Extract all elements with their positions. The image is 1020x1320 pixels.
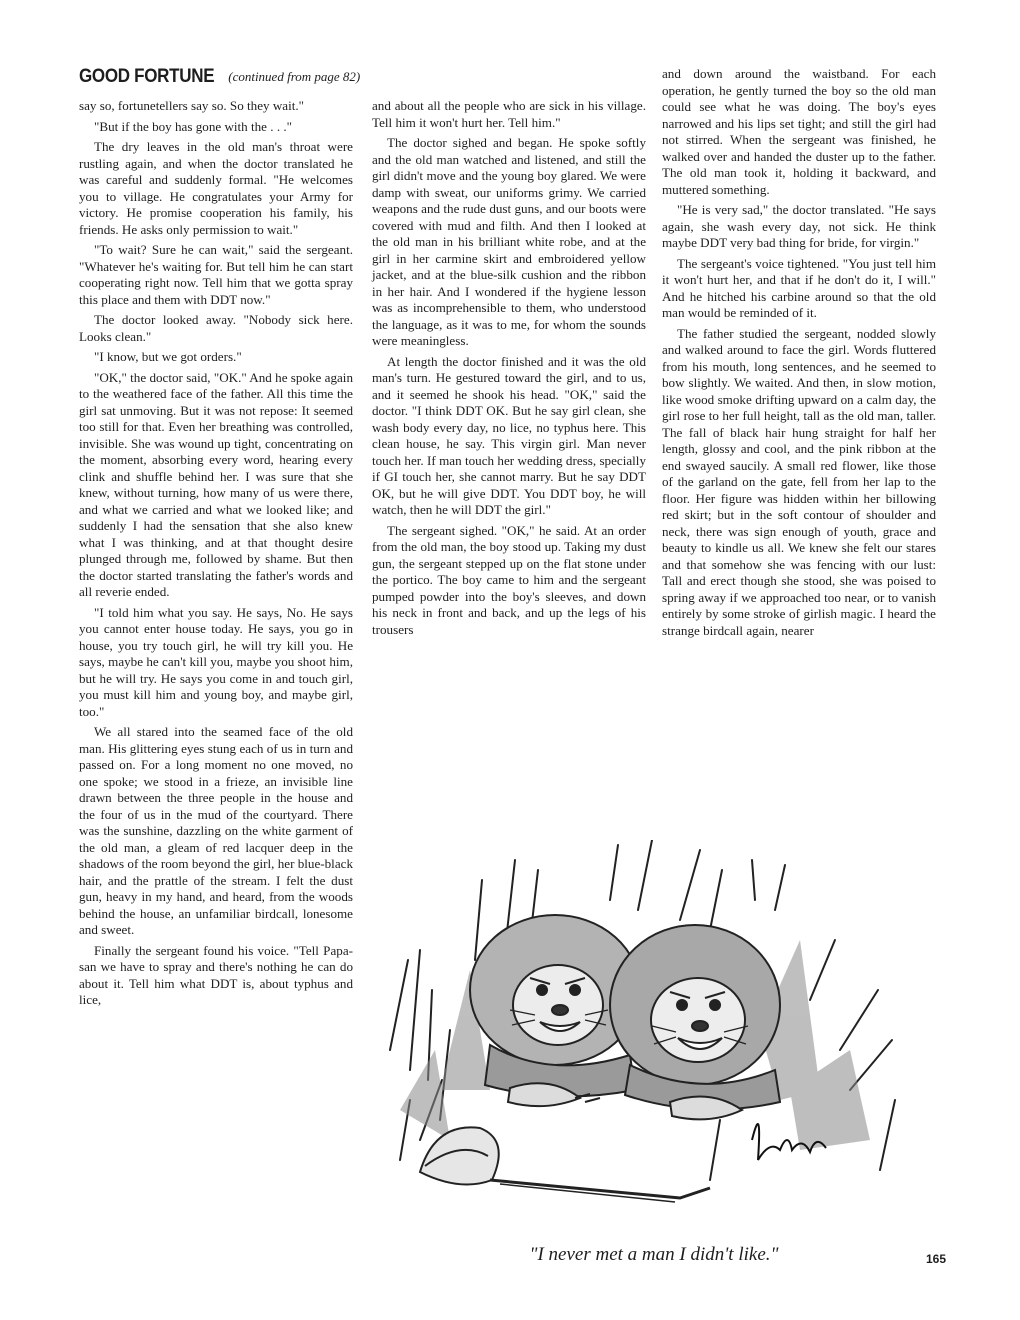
paragraph: "He is very sad," the doctor translated. "He says again, she wash every day, not sick. He think maybe DDT very bad thing for bride, for virgin." <box>662 202 936 250</box>
paragraph: and about all the people who are sick in his village. Tell him it won't hurt her. Tell him." <box>372 98 646 130</box>
running-header <box>79 66 379 90</box>
paragraph: "OK," the doctor said, "OK." And he spoke again to the weathered face of the father. All this time the girl sat unmoving. But it was not repose: It seemed too still for that. Even her breathing was controlled, invisible. She was wound up tight, concentrating on the moment, absorbing every word, hearing every clink and shuffle behind her. I was sure that she knew, without turning, how many of us were there, and what we carried and what we looked like; and suddenly I had the sensation that she also knew what I was thinking, and at that thought desire plunged through me, followed by shame. But then the doctor started translating the father's words and all reverie ended. <box>79 369 353 599</box>
paragraph: and down around the waistband. For each operation, he gently turned the boy so the old man could see what he was doing. The boy's eyes narrowed and his lips set tight; and still the girl had not stirred. When the sergeant was finished, he walked over and handed the duster up to the father. The old man took it, holding it backward, and muttered something. <box>662 66 936 197</box>
cartoon-illustration <box>380 840 900 1220</box>
paragraph: The doctor looked away. "Nobody sick here. Looks clean." <box>79 312 353 344</box>
continued-note: (continued from page 82) <box>228 69 361 84</box>
paragraph: Finally the sergeant found his voice. "Tell Papa-san we have to spray and there's nothing he can do about it. Tell him what DDT is, about typhus and lice, <box>79 942 353 1007</box>
paragraph: The doctor sighed and began. He spoke softly and the old man watched and listened, and still the girl didn't move and the young boy glared. We were damp with sweat, our uniforms grimy. We carried weapons and the rude dust guns, and our boots were covered with mud and filth. And then I looked at the old man in his brilliant white robe, and at the girl in her carmine skirt and embroidered yellow jacket, and at the blue-silk cushion and the ribbon in her hair. And I wondered if the hygiene lesson was as incomprehensible to them, who understood the language, as it was to me, for whom the sounds were meaningless. <box>372 135 646 348</box>
paragraph: The dry leaves in the old man's throat were rustling again, and when the doctor translated he was careful and suddenly formal. "He welcomes you to village. He congratulates your Army for victory. He promise cooperation his family, his friends. He asks only permission to wait." <box>79 139 353 237</box>
paragraph: "To wait? Sure he can wait," said the sergeant. "Whatever he's waiting for. But tell him he can start cooperating right now. Tell him that we gotta spray this place and them with DDT now." <box>79 242 353 307</box>
paragraph: "I told him what you say. He says, No. He says you cannot enter house today. He says, you go in house, you try touch girl, he will try kill you. He says, maybe he can't kill you, maybe you shoot him, but he will try. He says you come in and touch girl, you must kill him and young boy, and maybe girl, too." <box>79 604 353 719</box>
paragraph: The sergeant sighed. "OK," he said. At an order from the old man, the boy stood up. Taking my dust gun, the sergeant stepped up on the flat stone under the portico. The boy came to him and the sergeant pumped powder into the boy's sleeves, and down his neck in front and back, and up the legs of his trousers <box>372 522 646 637</box>
paragraph: The father studied the sergeant, nodded slowly and walked around to face the girl. Words fluttered from his mouth, long sentences, and he seemed to bow slightly. We waited. And then, in slow motion, like wood smoke drifting upward on a calm day, the girl rose to her full height, tall as the old man, taller. The fall of black hair hung straight for half her length, glossy and cool, and the pink ribbon at the end swayed saucily. A small red flower, like those of the garland on the gate, fell from her lap to the floor. Her figure was hidden within her billowing red skirt; but in the soft contour of shoulder and neck, there was sign enough of youth, grace and beauty to kindle us all. We knew she felt our stares and that somehow she was fencing with our lust: Tall and erect though she stood, she was poised to spring away if we approached too near, or to vanish entirely by some stroke of girlish magic. I heard the strange birdcall again, nearer <box>662 325 936 638</box>
paragraph: We all stared into the seamed face of the old man. His glittering eyes stung each of us in turn and passed on. For a long moment no one moved, no one spoke; we stood in a frieze, an invisible line drawn between the three people in the house and the four of us in the mud of the courtyard. There was the sunshine, dazzling on the white garment of the old man, a gleam of red lacquer deep in the shadows of the room beyond the girl, her blue-black hair, and the prattle of the stream. I felt the dust gun, heavy in my hand, and heard, from the woods behind the house, an unfamiliar birdcall, lonesome and sweet. <box>79 724 353 937</box>
section-title: GOOD FORTUNE <box>79 64 215 87</box>
lion-right <box>610 925 780 1110</box>
paragraph: At length the doctor finished and it was the old man's turn. He gestured toward the girl, and to us, and it seemed he shook his head. "OK," said the doctor. "I think DDT OK. But he say girl clean, she wash body every day, no lice, no typhus here. This clean house, he say. This virgin girl. Man never touch her. If man touch her wedding dress, specially if GI touch her, she cannot marry. But he say DDT OK, but he will give DDT. You DDT boy, he will watch, then he will DDT the girl." <box>372 353 646 517</box>
page-number: 165 <box>926 1252 947 1266</box>
paragraph: "I know, but we got orders." <box>94 349 242 364</box>
paragraph: "But if the boy has gone with the . . ." <box>94 118 292 134</box>
paragraph: say so, fortunetellers say so. So they wait." <box>79 98 304 113</box>
text-column-3 <box>662 66 936 639</box>
hat <box>420 1127 499 1184</box>
paragraph: The sergeant's voice tightened. "You just tell him it won't hurt her, and that if he don't do it, I will." And he hitched his carbine around so that the old man would be reminded of it. <box>662 255 936 320</box>
text-column-1 <box>79 98 353 1009</box>
cartoon-caption: "I never met a man I didn't like." <box>529 1244 779 1265</box>
rifle <box>490 1180 710 1202</box>
text-column-2 <box>372 98 646 638</box>
